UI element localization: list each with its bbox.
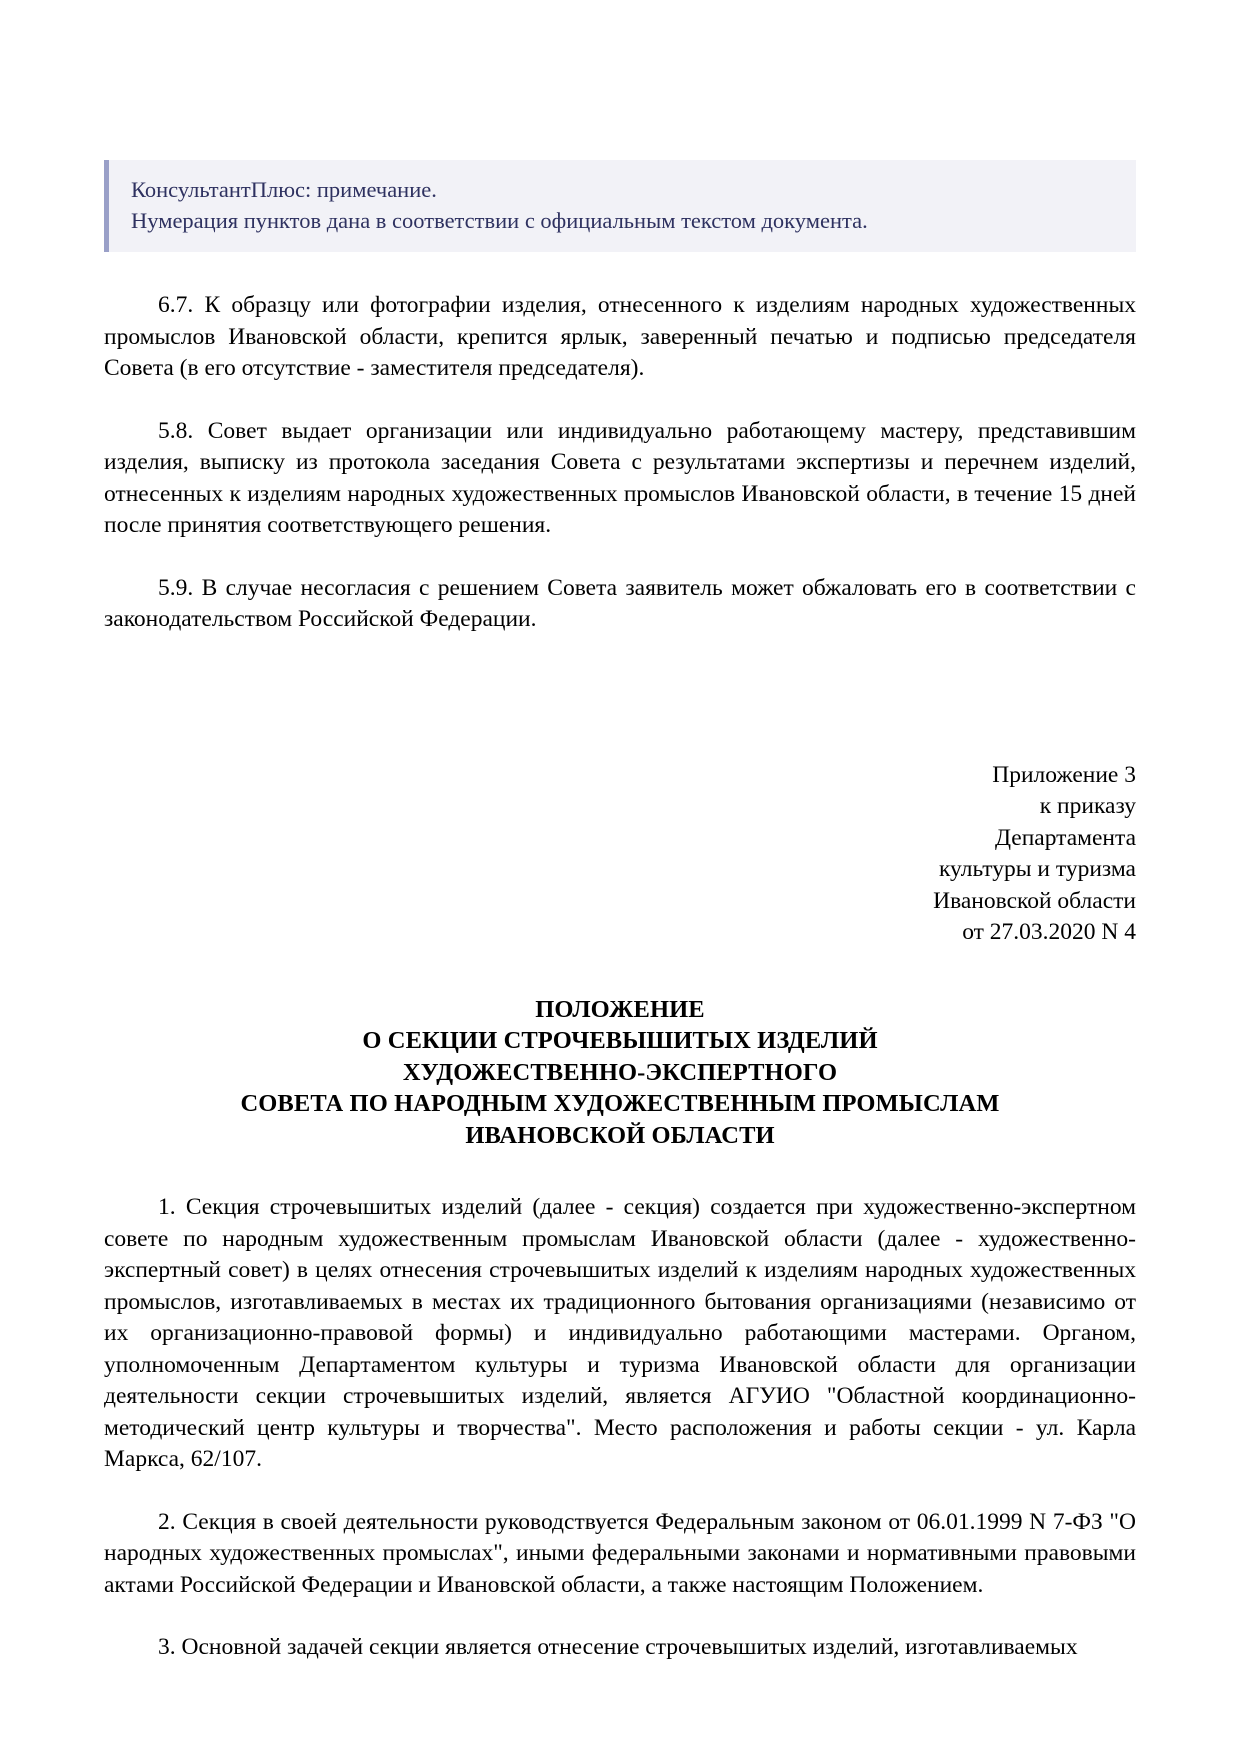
title-line-1: ПОЛОЖЕНИЕ [535,995,705,1023]
title-line-2: О СЕКЦИИ СТРОЧЕВЫШИТЫХ ИЗДЕЛИЙ [362,1027,878,1054]
body-paragraph-5-9: 5.9. В случае несогласия с решением Совета заявитель может обжаловать его в соответствии с законодательством Российской Федерации. [104,574,1136,632]
title-line-3: ХУДОЖЕСТВЕННО-ЭКСПЕРТНОГО [402,1058,838,1086]
appendix-line-date: от 27.03.2020 N 4 [962,919,1136,945]
appendix-line-culture-tourism: культуры и туризма [938,856,1136,882]
note-line-title: КонсультантПлюс: примечание. [131,177,437,202]
appendix-line-region: Ивановской области [933,887,1136,914]
section-paragraph-2: 2. Секция в своей деятельности руководствуется Федеральным законом от 06.01.1999 N 7-ФЗ "О народных художественных промыслах", иными федеральными законами и нормативными правовыми актами Российской Федерации и Ивановской области, а также настоящим Положением. [104,1508,1136,1598]
appendix-line-to-order: к приказу [1039,793,1136,819]
appendix-line-number: Приложение 3 [992,761,1136,788]
body-paragraph-6-7: 6.7. К образцу или фотографии изделия, отнесенного к изделиям народных художественных промыслов Ивановской области, крепится ярлык, заверенный печатью и подписью председателя Совета (в его отсутствие - заместителя председателя). [104,292,1136,381]
title-line-4: СОВЕТА ПО НАРОДНЫМ ХУДОЖЕСТВЕННЫМ ПРОМЫСЛАМ [240,1090,1000,1117]
section-paragraph-3: 3. Основной задачей секции является отнесение строчевышитых изделий, изготавливаемых [158,1634,1078,1660]
appendix-reference-block [104,760,1136,949]
page-content [104,0,1136,1664]
consultant-plus-note [104,160,1136,252]
section-paragraph-1: 1. Секция строчевышитых изделий (далее - секция) создается при художественно-экспертном совете по народным художественным промыслам Ивановской области (далее - художественно-экспертный совет) в целях отнесения строчевышитых изделий к изделиям народных художественных промыслов, изготавливаемых в местах их традиционного бытования организациями (независимо от их организационно-правовой формы) и индивидуально работающими мастерами. Органом, уполномоченным Департаментом культуры и туризма Ивановской области для организации деятельности секции строчевышитых изделий, является АГУИО "Областной координационно-методический центр культуры и творчества". Место расположения и работы секции - ул. Карла Маркса, 62/107. [104,1194,1136,1472]
section-spacer [104,636,1136,760]
appendix-line-department: Департамента [994,824,1136,851]
body-paragraph-5-8: 5.8. Совет выдает организации или индивидуально работающему мастеру, представившим изделия, выписку из протокола заседания Совета с результатами экспертизы и перечнем изделий, отнесенных к изделиям народных художественных промыслов Ивановской области, в течение 15 дней после принятия соответствующего решения. [104,417,1136,538]
title-line-5: ИВАНОВСКОЙ ОБЛАСТИ [465,1121,775,1149]
note-line-text: Нумерация пунктов дана в соответствии с официальным текстом документа. [131,208,868,233]
page-title [104,994,1136,1152]
